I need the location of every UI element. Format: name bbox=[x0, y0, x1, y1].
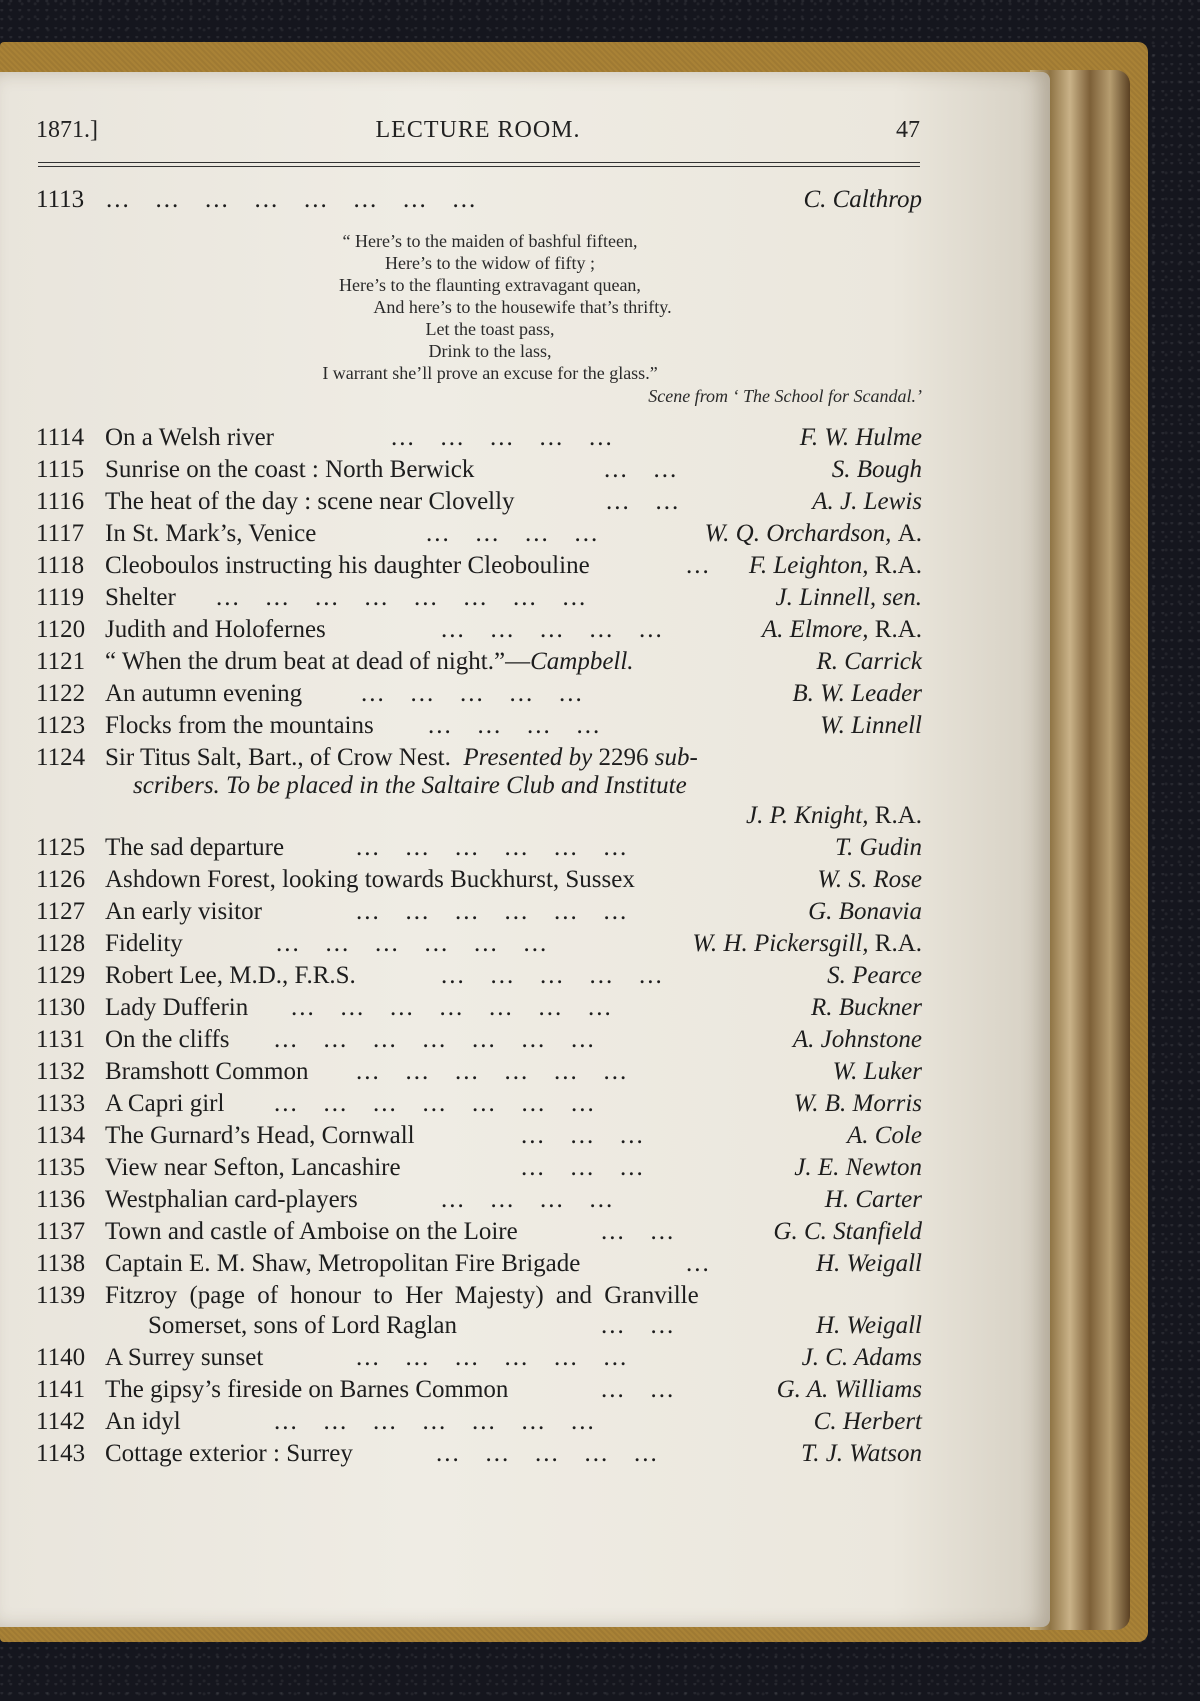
entry-title: An early visitor bbox=[105, 898, 262, 925]
entry-title: Westphalian card-players bbox=[105, 1186, 358, 1213]
catalogue-entry bbox=[36, 928, 922, 960]
entry-artist: J. C. Adams bbox=[801, 1344, 922, 1371]
catalogue-entry bbox=[36, 1184, 922, 1216]
verse-line: “ Here’s to the maiden of bashful fifteen, bbox=[342, 231, 638, 251]
catalogue-entry bbox=[36, 1024, 922, 1056]
entry-number: 1130 bbox=[36, 994, 86, 1021]
entry-number: 1117 bbox=[36, 520, 85, 547]
entry-number: 1133 bbox=[36, 1090, 86, 1117]
entry-title: Bramshott Common bbox=[105, 1058, 309, 1085]
entry-artist: W. Linnell bbox=[820, 712, 922, 739]
entry-number: 1119 bbox=[36, 584, 85, 611]
verse-line: Let the toast pass, bbox=[425, 319, 555, 339]
leader-dots: ... ... ... ... ... bbox=[441, 616, 664, 643]
leader-dots: ... ... bbox=[604, 456, 679, 483]
entry-number: 1126 bbox=[36, 866, 86, 893]
entry-artist: A. Cole bbox=[847, 1122, 922, 1149]
entry-title-text: Sir Titus Salt, Bart., of Crow Nest. bbox=[105, 744, 451, 771]
entry-artist: C. Calthrop bbox=[803, 186, 922, 213]
entry-number: 1139 bbox=[36, 1282, 86, 1309]
artist-honorific: R.A. bbox=[874, 616, 922, 643]
entry-number: 1123 bbox=[36, 712, 86, 739]
entry-title: The sad departure bbox=[105, 834, 285, 861]
entry-title: Fitzroy (page of honour to Her Majesty) and Granville bbox=[105, 1282, 699, 1309]
entry-title: Captain E. M. Shaw, Metropolitan Fire Brigade bbox=[105, 1250, 581, 1277]
quote-source: Campbell. bbox=[530, 648, 634, 675]
artist-name: W. H. Pickersgill, bbox=[692, 930, 869, 957]
verse-line: Here’s to the widow of fifty ; bbox=[385, 253, 595, 273]
entry-number: 1115 bbox=[36, 456, 85, 483]
entry-number: 1116 bbox=[36, 488, 85, 515]
catalogue-entry bbox=[36, 1120, 922, 1152]
leader-dots: ... ... ... ... ... ... bbox=[276, 930, 549, 957]
catalogue-entry bbox=[36, 1406, 922, 1438]
entry-artist: A. Johnstone bbox=[792, 1026, 922, 1053]
catalogue-entry bbox=[36, 454, 922, 486]
catalogue-entry bbox=[36, 1152, 922, 1184]
entry-title: Robert Lee, M.D., F.R.S. bbox=[105, 962, 356, 989]
entry-artist: A. J. Lewis bbox=[812, 488, 922, 515]
entry-artist: J. E. Newton bbox=[794, 1154, 922, 1181]
leader-dots: ... ... ... ... ... ... bbox=[356, 1344, 629, 1371]
leader-dots: ... ... ... ... ... bbox=[391, 424, 614, 451]
entry-title: Ashdown Forest, looking towards Buckhurst, Sussex bbox=[105, 866, 635, 893]
catalogue-entry-continuation bbox=[36, 1310, 922, 1342]
catalogue-entry bbox=[36, 832, 922, 864]
entry-title-text: “ When the drum beat at dead of night.”— bbox=[105, 648, 531, 675]
catalogue-entry bbox=[36, 864, 922, 896]
header-rule-top bbox=[38, 162, 920, 163]
entry-title: On a Welsh river bbox=[105, 424, 275, 451]
entry-note: Presented by bbox=[463, 744, 593, 771]
entry-artist: G. Bonavia bbox=[808, 898, 922, 925]
entry-title: Flocks from the mountains bbox=[105, 712, 374, 739]
entry-artist bbox=[749, 550, 922, 582]
entry-artist: G. A. Williams bbox=[776, 1376, 922, 1403]
entry-artist: W. Luker bbox=[832, 1058, 922, 1085]
entry-title: An autumn evening bbox=[105, 680, 303, 707]
entry-title: Lady Dufferin bbox=[105, 994, 249, 1021]
entry-artist: H. Weigall bbox=[815, 1312, 922, 1339]
scene-caption: Scene from ‘ The School for Scandal.’ bbox=[648, 386, 922, 406]
entry-title: The Gurnard’s Head, Cornwall bbox=[105, 1122, 415, 1149]
catalogue-entry bbox=[36, 422, 922, 454]
entry-note-number: 2296 bbox=[598, 744, 649, 771]
entry-number: 1124 bbox=[36, 744, 86, 771]
entry-artist: W. S. Rose bbox=[817, 866, 922, 893]
entry-number: 1143 bbox=[36, 1440, 86, 1467]
leader-dots: ... ... bbox=[606, 488, 681, 515]
artist-name: J. P. Knight, bbox=[746, 802, 869, 829]
verse-line: And here’s to the housewife that’s thrifty. bbox=[373, 297, 672, 317]
verse-line: Here’s to the flaunting extravagant quean, bbox=[339, 275, 641, 295]
entry-number: 1128 bbox=[36, 930, 86, 957]
entry-number: 1114 bbox=[36, 424, 85, 451]
entry-number: 1125 bbox=[36, 834, 86, 861]
entry-number: 1118 bbox=[36, 552, 85, 579]
entry-artist: S. Pearce bbox=[827, 962, 922, 989]
entry-number: 1141 bbox=[36, 1376, 86, 1403]
catalogue-entry bbox=[36, 646, 922, 678]
artist-honorific: R.A. bbox=[874, 930, 922, 957]
entry-number: 1142 bbox=[36, 1408, 86, 1435]
catalogue-entry bbox=[36, 992, 922, 1024]
entry-number: 1113 bbox=[36, 186, 85, 213]
entry-artist bbox=[692, 928, 922, 960]
entry-number: 1137 bbox=[36, 1218, 86, 1245]
leader-dots: ... ... ... ... ... bbox=[436, 1440, 659, 1467]
catalogue-entry bbox=[36, 1216, 922, 1248]
entry-artist: B. W. Leader bbox=[792, 680, 922, 707]
leader-dots: ... ... ... ... ... bbox=[441, 962, 664, 989]
leader-dots: ... bbox=[686, 1250, 711, 1277]
entry-artist bbox=[762, 614, 922, 646]
catalogue-entry bbox=[36, 518, 922, 550]
leader-dots: ... ... ... ... bbox=[441, 1186, 615, 1213]
leader-dots: ... ... bbox=[601, 1218, 676, 1245]
leader-dots: ... ... ... ... ... ... ... ... bbox=[216, 584, 588, 611]
artist-honorific: R.A. bbox=[874, 552, 922, 579]
entry-title: An idyl bbox=[105, 1408, 181, 1435]
entry-title: Town and castle of Amboise on the Loire bbox=[105, 1218, 518, 1245]
catalogue-entry bbox=[36, 678, 922, 710]
entry-artist: H. Weigall bbox=[815, 1250, 922, 1277]
leader-dots: ... ... bbox=[601, 1312, 676, 1339]
entry-artist: J. Linnell, sen. bbox=[775, 584, 922, 611]
catalogue-entry bbox=[36, 1342, 922, 1374]
catalogue-entry bbox=[36, 1280, 922, 1312]
entry-number: 1129 bbox=[36, 962, 86, 989]
leader-dots: ... ... bbox=[601, 1376, 676, 1403]
header-rule-bottom bbox=[38, 166, 920, 167]
leader-dots: ... ... ... ... ... ... bbox=[356, 834, 629, 861]
artist-name: A. Elmore, bbox=[761, 616, 869, 643]
entry-artist: S. Bough bbox=[831, 456, 922, 483]
catalogue-entry bbox=[36, 1374, 922, 1406]
catalogue-entry bbox=[36, 896, 922, 928]
leader-dots: ... ... ... ... ... ... ... bbox=[274, 1408, 596, 1435]
entry-title: Shelter bbox=[105, 584, 176, 611]
leader-dots: ... ... ... ... bbox=[428, 712, 602, 739]
catalogue-entry bbox=[36, 1248, 922, 1280]
entry-artist: R. Carrick bbox=[816, 648, 922, 675]
entry-artist: W. B. Morris bbox=[793, 1090, 922, 1117]
catalogue-entry bbox=[36, 960, 922, 992]
verse-line: I warrant she’ll prove an excuse for the glass.” bbox=[322, 363, 658, 383]
entry-note-continued: sub- bbox=[654, 744, 698, 771]
catalogue-entry bbox=[36, 486, 922, 518]
leader-dots: ... ... ... ... ... ... ... bbox=[274, 1090, 596, 1117]
entry-artist: R. Buckner bbox=[810, 994, 922, 1021]
entry-number: 1120 bbox=[36, 616, 86, 643]
header-page-number: 47 bbox=[896, 117, 920, 143]
entry-title: Cottage exterior : Surrey bbox=[105, 1440, 353, 1467]
leader-dots: ... ... ... ... ... ... bbox=[356, 898, 629, 925]
leader-dots: ... ... ... ... ... ... ... ... bbox=[106, 186, 478, 213]
leader-dots: ... ... ... ... ... bbox=[361, 680, 584, 707]
entry-artist: G. C. Stanfield bbox=[773, 1218, 922, 1245]
leader-dots: ... ... ... ... bbox=[426, 520, 600, 547]
header-year: 1871.] bbox=[36, 117, 98, 143]
catalogue-entry-artist-line bbox=[36, 800, 922, 832]
entry-artist: T. J. Watson bbox=[801, 1440, 922, 1467]
entry-title: Sunrise on the coast : North Berwick bbox=[105, 456, 475, 483]
entry-title: A Capri girl bbox=[105, 1090, 225, 1117]
entry-number: 1127 bbox=[36, 898, 86, 925]
entry-title: Cleoboulos instructing his daughter Cleobouline bbox=[105, 552, 590, 579]
entry-number: 1131 bbox=[36, 1026, 86, 1053]
entry-title: Fidelity bbox=[105, 930, 183, 957]
entry-title: On the cliffs bbox=[105, 1026, 230, 1053]
entry-number: 1135 bbox=[36, 1154, 86, 1181]
entry-note-line: scribers. To be placed in the Saltaire Club and Institute bbox=[133, 772, 687, 799]
entry-number: 1122 bbox=[36, 680, 86, 707]
catalogue-entry bbox=[36, 1056, 922, 1088]
artist-name: W. Q. Orchardson, bbox=[704, 520, 892, 547]
entry-title: In St. Mark’s, Venice bbox=[105, 520, 317, 547]
artist-honorific: A. bbox=[897, 520, 922, 547]
entry-number: 1140 bbox=[36, 1344, 86, 1371]
catalogue-entry bbox=[36, 582, 922, 614]
header-title: LECTURE ROOM. bbox=[375, 117, 581, 143]
artist-name: F. Leighton, bbox=[748, 552, 869, 579]
leader-dots: ... ... ... ... ... ... ... bbox=[291, 994, 613, 1021]
entry-title-continued: Somerset, sons of Lord Raglan bbox=[148, 1312, 457, 1339]
entry-title bbox=[105, 646, 634, 678]
catalogue-entry bbox=[36, 1438, 922, 1470]
entry-artist bbox=[746, 800, 922, 832]
entry-title: The gipsy’s fireside on Barnes Common bbox=[105, 1376, 509, 1403]
leader-dots: ... ... ... ... ... ... ... bbox=[274, 1026, 596, 1053]
verse-line: Drink to the lass, bbox=[428, 341, 552, 361]
entry-number: 1134 bbox=[36, 1122, 86, 1149]
entry-number: 1121 bbox=[36, 648, 86, 675]
leader-dots: ... ... ... bbox=[521, 1122, 645, 1149]
entry-number: 1138 bbox=[36, 1250, 86, 1277]
page-header bbox=[36, 117, 920, 151]
entry-artist: T. Gudin bbox=[834, 834, 922, 861]
entry-number: 1132 bbox=[36, 1058, 86, 1085]
catalogue-entry bbox=[36, 1088, 922, 1120]
catalogue-entry bbox=[36, 184, 922, 216]
entry-title: A Surrey sunset bbox=[105, 1344, 264, 1371]
artist-honorific: R.A. bbox=[874, 802, 922, 829]
entry-artist: F. W. Hulme bbox=[799, 424, 922, 451]
catalogue-entry bbox=[36, 614, 922, 646]
entry-title: Judith and Holofernes bbox=[105, 616, 326, 643]
leader-dots: ... bbox=[686, 552, 711, 579]
entry-title: View near Sefton, Lancashire bbox=[105, 1154, 401, 1181]
leader-dots: ... ... ... ... ... ... bbox=[356, 1058, 629, 1085]
entry-artist bbox=[705, 518, 922, 550]
entry-artist: H. Carter bbox=[824, 1186, 922, 1213]
catalogue-entry bbox=[36, 550, 922, 582]
entry-artist: C. Herbert bbox=[813, 1408, 922, 1435]
entry-number: 1136 bbox=[36, 1186, 86, 1213]
verse-quotation bbox=[0, 230, 1050, 384]
catalogue-entry bbox=[36, 710, 922, 742]
entry-title: The heat of the day : scene near Clovelly bbox=[105, 488, 515, 515]
leader-dots: ... ... ... bbox=[521, 1154, 645, 1181]
